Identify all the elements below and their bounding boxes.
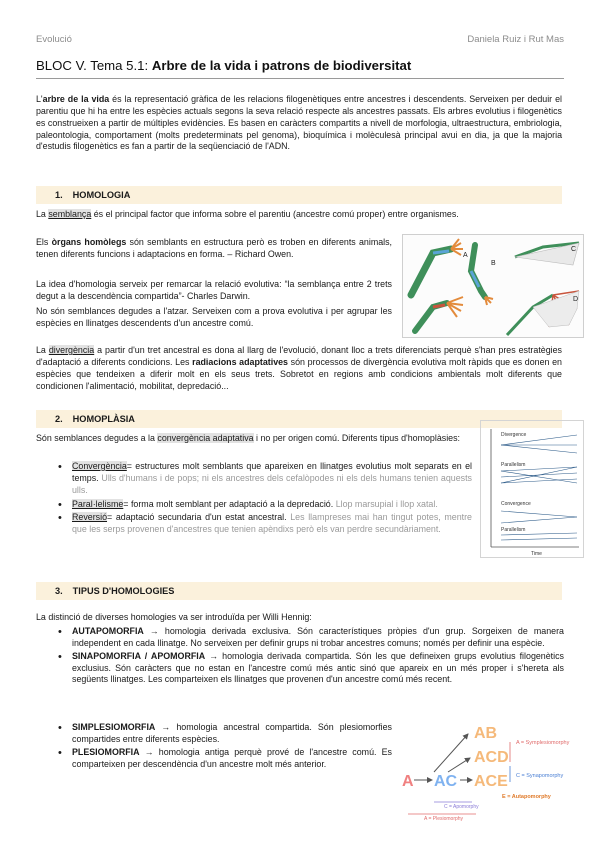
intro-paragraph [36,94,562,153]
svg-text:C: C [571,246,577,253]
patterns-illustration [481,421,585,559]
cladogram-figure [398,720,588,824]
intro-term: arbre de la vida [42,94,110,104]
list-item [58,499,472,511]
item-example: Ulls d'humans i de pops; ni els ancestres dels cefalòpodes ni els dels humans tenien aquests ulls. [72,472,472,495]
limb-bird [515,243,579,265]
item-def: = adaptació secundaria d'un estat ancestral. [107,512,291,523]
div-term: divergència [48,345,95,355]
semblanca-paragraph [36,209,562,221]
section-2-number: 2. [55,414,63,424]
homo-pre: Són semblances degudes a la [36,433,158,443]
list-item [58,747,392,771]
header-authors: Daniela Ruiz i Rut Mas [467,34,564,45]
section-1-label: HOMOLOGIA [72,190,131,200]
svg-text:B: B [491,260,496,267]
idea-paragraph: La idea d'homologia serveix per remarcar la relació evolutiva: “la semblança entre 2 trets degut a la descendència compartida”- Charles Darwin. [36,279,392,301]
label-autapomorphy: E = Autapomorphy [502,794,551,800]
org-term: òrgans homòlegs [51,237,127,247]
item-example: Les llampreses mai han tingut potes, mentre que les serps provenen d'ancestres que tenien apèndixs però els van perdre secundàriament. [72,512,472,535]
svg-text:D: D [573,296,579,303]
homo-term: convergència adaptativa [157,433,254,443]
semb-term: semblança [48,209,92,219]
item-def: = estructures molt semblants que apareixen en llinatges evolutius molt separats en el temps. [72,461,472,483]
tipus-list-bottom [58,722,392,770]
list-item [58,722,392,746]
node-ac: AC [434,773,458,790]
homologous-limbs-figure [402,234,584,338]
div-term2: radiacions adaptatives [192,356,288,367]
title-rule [36,78,564,79]
node-ab: AB [474,725,498,742]
item-term: SIMPLESIOMORFIA [72,722,156,732]
item-def: → homologia derivada compartida. Són les que defineixen grups evolutius filogenètics exclusius. Són caràcters que no estan en l'ancestre comú més antic sinó que apareix en un més proper i s'hereta als següents llinatges. Les comparteixen els llinatges que provenen d'un ancestre comú més recent. [72,650,564,685]
item-term: AUTAPOMORFIA [72,626,144,636]
div-mid: a partir d'un tret ancestral es dona al llarg de l'evolució, donant lloc a trets diferenciats perquè s'han pres estratègies d'adaptació a diferents condicions. Les [36,345,562,367]
list-item [58,651,564,687]
atzar-paragraph: No són semblances degudes a l'atzar. Serveixen com a prova evolutiva i per agrupar les espècies en llinatges descendents d'un ancestre comú. [36,306,392,328]
item-def: → homologia ancestral compartida. Són plesiomorfies compartides entre diferents espècies. [72,722,392,744]
intro-p2: és la representació gràfica de les relacions filogenètiques entre ancestres i descendents. Serveixen per deduir el parentiu que hi ha entre les espècies actuals segons la seva relació respecte als ancestres passats. Els arbres evolutius i filogenètics es construeixen a partir de múltiples evidències. Es basen en caràcters compartits a nivell de morfologia, ultraestructura, embriologia, paleontologia, comportament (molts predeterminats pel genoma), bioquímica i molèculesà principal avui en dia, ja que la majoria d'estudis filogenètics es fan a partir de la seqüenciació de l'ADN. [36,94,562,152]
cladogram-illustration [398,720,588,824]
semb-post: és el principal factor que informa sobre el parentiu (ancestre comú proper) entre organismes. [91,209,459,219]
page-title [36,57,411,75]
item-def: → homologia derivada exclusiva. Són característiques pròpies d'un grup. Sorgeixen de manera independent en cada llinatge. No serveixen per definir grups ni trobar ancestres comuns; només per definir una espècie. [72,626,564,648]
item-def: → homologia antiga perquè prové de l'ancestre comú. Es comparteixen per descendència d'un ancestre molt més anterior. [72,746,392,769]
label-parallelism-1: Parallelism [501,462,526,468]
label-divergence: Divergence [501,432,527,438]
node-acd: ACD [474,749,509,766]
divergencia-paragraph [36,345,562,392]
label-synapomorphy: C = Synapomorphy [516,773,564,779]
node-ace: ACE [474,773,508,790]
node-a: A [402,773,414,790]
label-symplesiomorphy: A = Symplesiomorphy [516,740,570,746]
svg-text:A: A [463,252,468,259]
item-example: Llop marsupial i llop xatal. [335,498,438,509]
section-tipus-homologies [36,582,562,600]
limb-bat [507,291,579,335]
limb-human [411,239,468,295]
section-homologia [36,186,562,204]
div-post: són processos de divergència evolutiva molt ràpids que es donen en espècies que tendeixen a diferir molt en els seus trets. Sobretot en regions amb condicions ambientals molt diferents que condicionen l'alimentació, mobilitat, depredació... [36,356,562,391]
section-1-number: 1. [55,190,63,200]
label-convergence: Convergence [501,501,531,507]
header-doc-title: Evolució [36,34,72,45]
limb-whale [415,297,463,331]
section-3-label: TIPUS D'HOMOLOGIES [72,586,175,596]
semb-pre: La [36,209,49,219]
title-main: Arbre de la vida i patrons de biodiversitat [151,58,412,73]
evolution-patterns-figure [480,420,584,558]
intro-p1: L' [36,94,43,104]
organs-paragraph [36,237,392,261]
section-2-label: HOMOPLÀSIA [72,414,135,424]
list-item [58,512,472,536]
tipus-list-top [58,626,564,686]
item-def: = forma molt semblant per adaptació a la depredació. [123,498,336,509]
label-plesiomorphy: A = Plesiomorphy [424,816,464,822]
org-post: són semblants en estructura però es troben en diferents animals, tenen diferents funcions i adaptacions en forma. – Richard Owen. [36,237,393,259]
label-time: Time [531,551,542,557]
list-item [58,461,472,497]
limb-cat [471,245,496,305]
list-item [58,626,564,650]
homoplasia-list [58,461,472,536]
item-term: SINAPOMORFIA / APOMORFIA [72,650,206,661]
label-apomorphy: C = Apomorphy [444,804,479,810]
org-pre: Els [36,237,52,247]
tipus-intro: La distinció de diverses homologies va ser introduïda per Willi Hennig: [36,612,312,622]
item-term: Paral·lelisme [72,498,124,509]
item-term: PLESIOMORFIA [72,746,140,757]
label-parallelism-2: Parallelism [501,527,526,533]
title-prefix: BLOC V. Tema 5.1: [36,58,152,73]
limbs-illustration [403,235,585,339]
section-3-number: 3. [55,586,63,596]
item-term: Reversió [72,512,108,523]
homo-post: i no per origen comú. Diferents tipus d'homoplàsies: [253,433,461,443]
div-pre: La [36,345,49,355]
homoplasia-intro [36,433,472,445]
item-term: Convergència [72,461,127,471]
